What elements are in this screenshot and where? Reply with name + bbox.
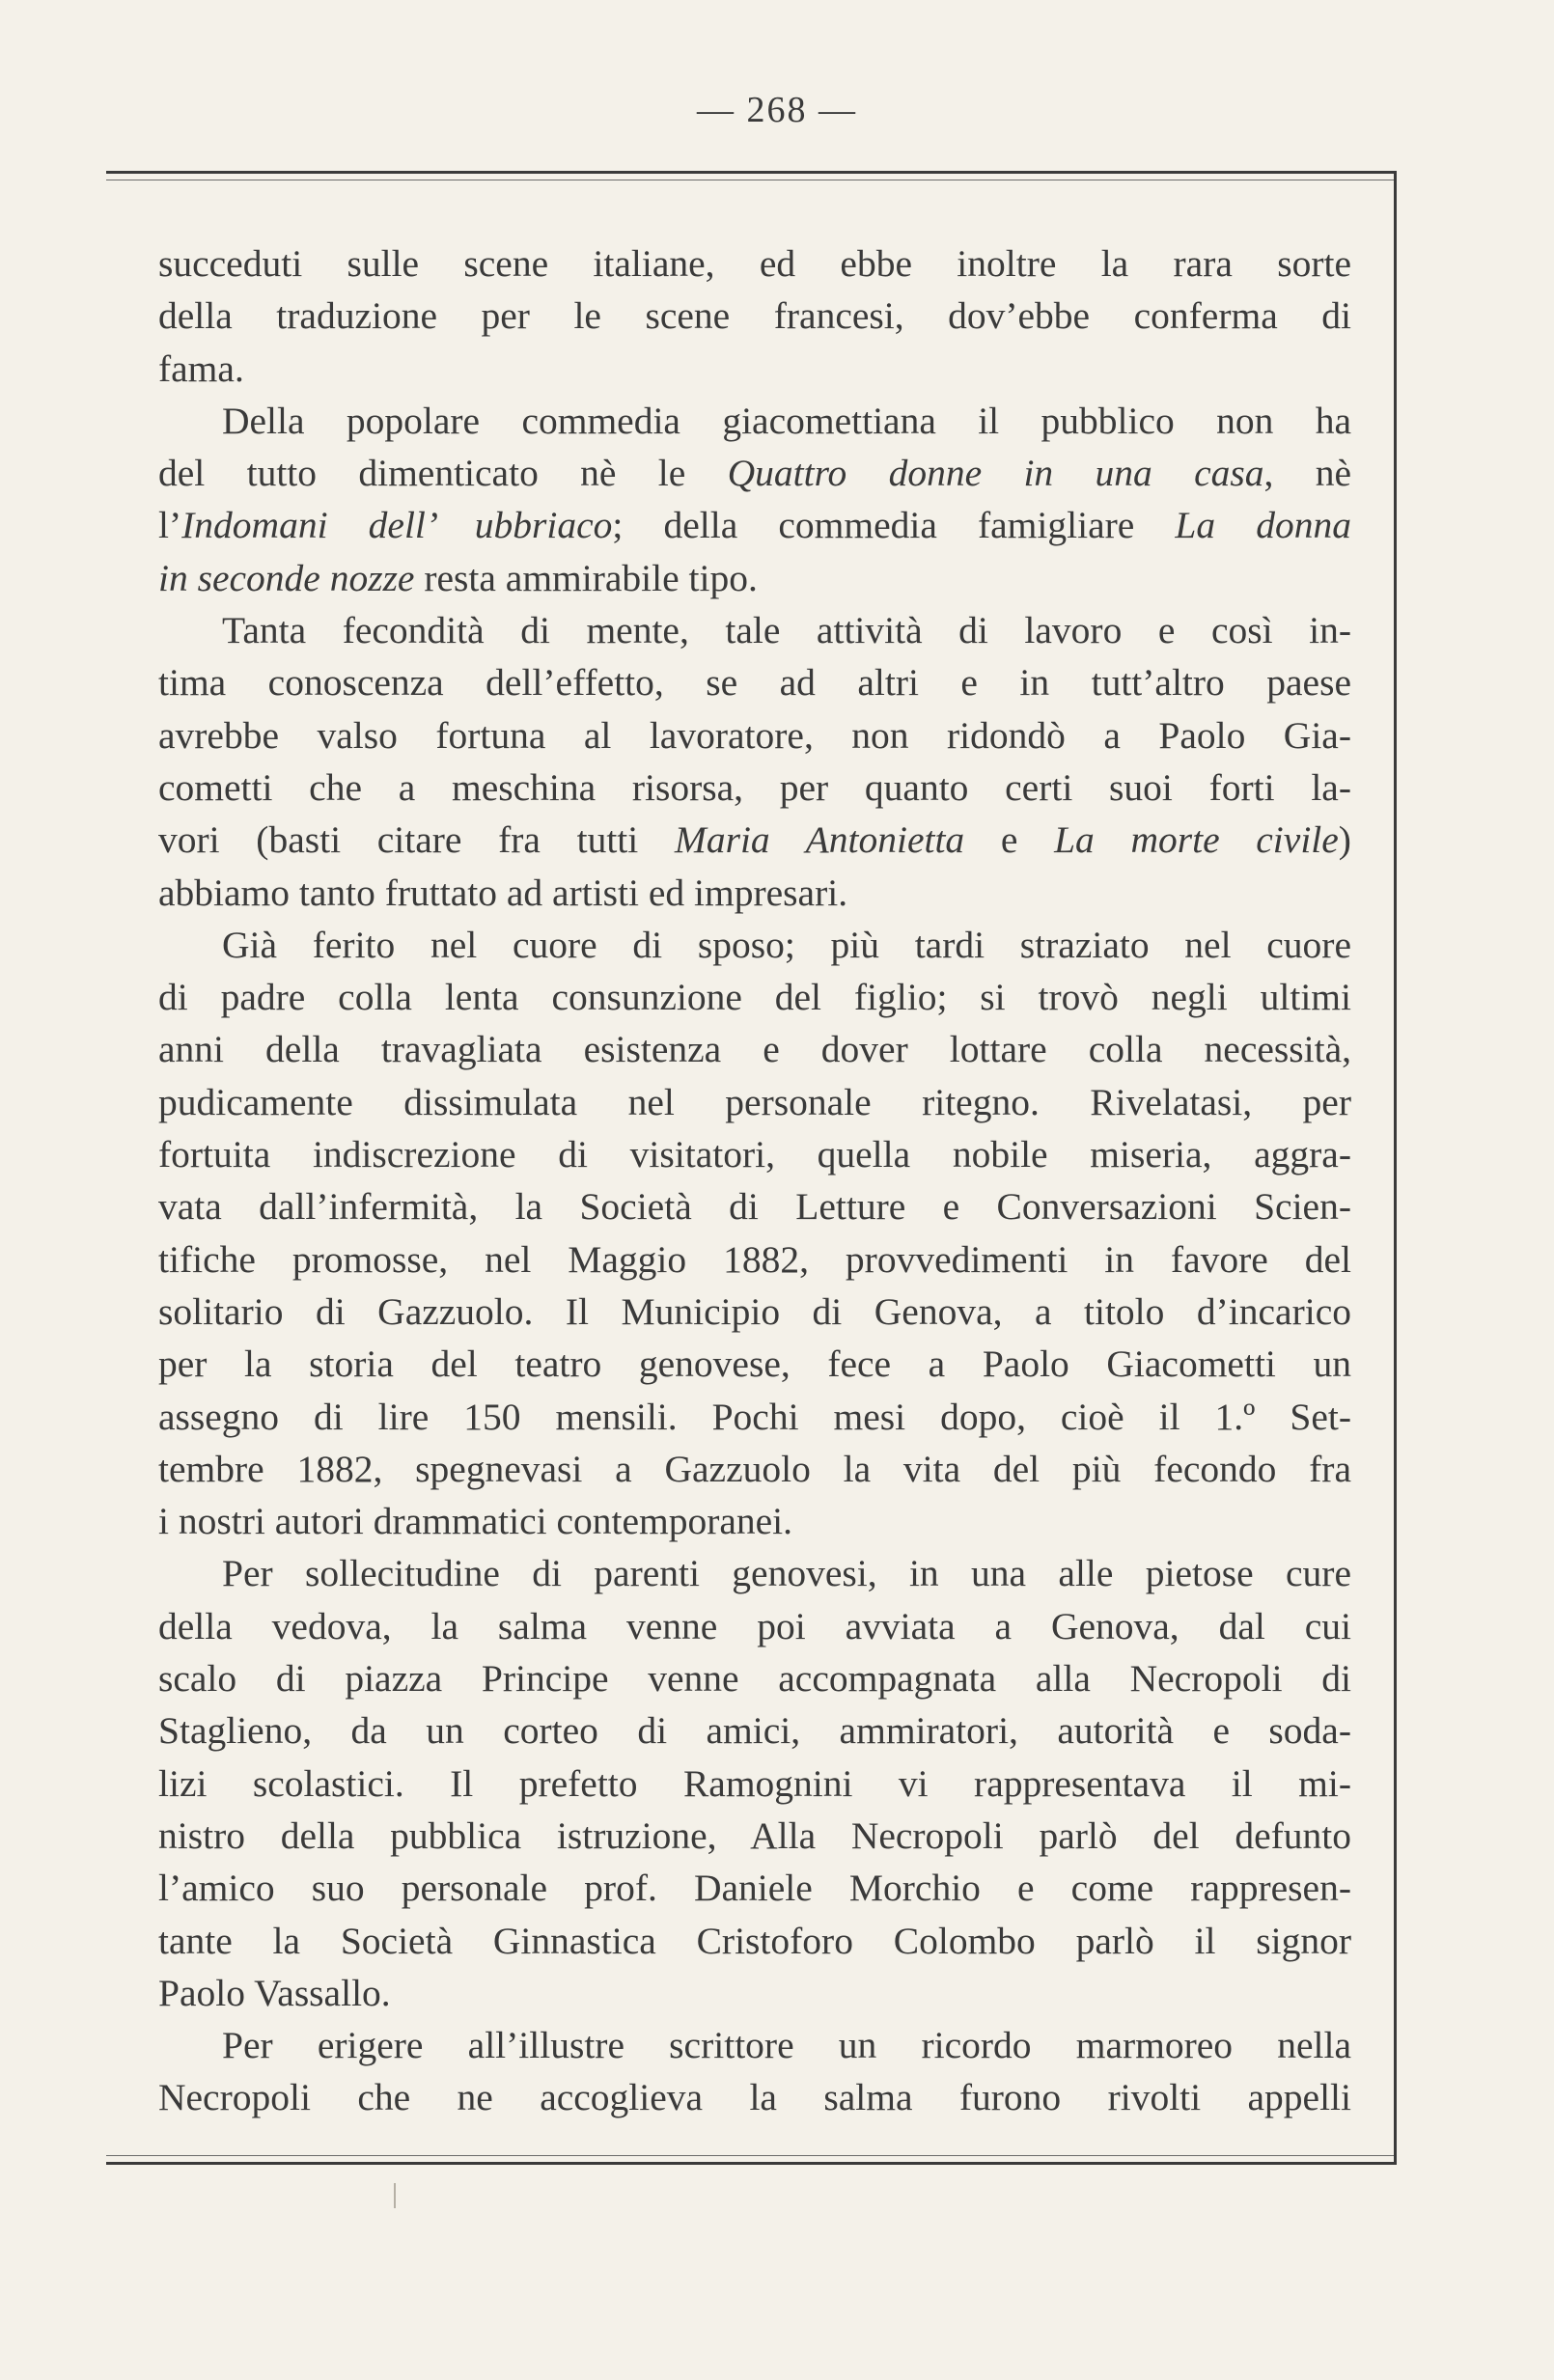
- text-line: [158, 290, 1351, 342]
- text-segment: avrebbe valso fortuna al lavoratore, non ridondò a Paolo Gia-: [158, 713, 1351, 757]
- text-line: [158, 552, 1351, 604]
- text-line: [158, 1128, 1351, 1180]
- italic-title: Indomani dell’ ubbriaco: [181, 504, 613, 547]
- text-segment: l’amico suo personale prof. Daniele Morchio e come rappresen-: [158, 1867, 1351, 1910]
- text-segment: Tanta fecondità di mente, tale attività di lavoro e così in-: [222, 609, 1351, 652]
- text-line: [158, 761, 1351, 814]
- text-segment: vata dall’infermità, la Società di Letture e Conversazioni Scien-: [158, 1185, 1351, 1229]
- text-segment: fortuita indiscrezione di visitatori, quella nobile miseria, aggra-: [158, 1133, 1351, 1176]
- text-line: [158, 1443, 1351, 1495]
- body-text: [158, 237, 1351, 2124]
- text-segment: tifiche promosse, nel Maggio 1882, provvedimenti in favore del: [158, 1237, 1351, 1281]
- text-segment: Per erigere all’illustre scrittore un ricordo marmoreo nella: [222, 2024, 1351, 2067]
- text-line: [158, 604, 1351, 656]
- text-segment: ; della commedia famigliare: [612, 504, 1176, 547]
- text-line: [158, 1180, 1351, 1232]
- text-segment: e: [964, 818, 1055, 862]
- text-line: [158, 709, 1351, 761]
- text-segment: Per sollecitudine di parenti genovesi, in una alle pietose cure: [222, 1552, 1351, 1595]
- text-segment: lizi scolastici. Il prefetto Ramognini vi rappresentava il mi-: [158, 1761, 1351, 1805]
- text-line: [158, 1076, 1351, 1128]
- text-segment: nistro della pubblica istruzione, Alla Necropoli parlò del defunto: [158, 1813, 1351, 1857]
- text-segment: della vedova, la salma venne poi avviata a Genova, dal cui: [158, 1604, 1351, 1647]
- paper-speck: [394, 2183, 396, 2208]
- text-segment: scalo di piazza Principe venne accompagnata alla Necropoli di: [158, 1657, 1351, 1701]
- text-segment: tima conoscenza dell’effetto, se ad altri e in tutt’altro paese: [158, 661, 1351, 705]
- text-line: [158, 1547, 1351, 1599]
- text-line: [158, 1495, 1351, 1547]
- text-segment: , nè: [1263, 452, 1351, 495]
- text-segment: succeduti sulle scene italiane, ed ebbe inoltre la rara sorte: [158, 242, 1351, 285]
- text-segment: l’: [158, 504, 182, 547]
- text-segment: abbiamo tanto fruttato ad artisti ed impresari.: [158, 871, 848, 914]
- italic-title: Maria Antonietta: [674, 818, 965, 862]
- text-line: [158, 447, 1351, 499]
- text-line: [158, 919, 1351, 971]
- text-segment: della traduzione per le scene francesi, dov’ebbe conferma di: [158, 294, 1351, 338]
- italic-title: in seconde nozze: [158, 556, 415, 599]
- text-segment: tembre 1882, spegnevasi a Gazzuolo la vita del più fecondo fra: [158, 1447, 1351, 1490]
- text-line: [158, 1652, 1351, 1704]
- text-line: [158, 1862, 1351, 1914]
- text-line: [158, 499, 1351, 551]
- text-line: [158, 656, 1351, 708]
- text-segment: Staglieno, da un corteo di amici, ammiratori, autorità e soda-: [158, 1709, 1351, 1753]
- text-line: [158, 1810, 1351, 1862]
- text-segment: del tutto dimenticato nè le: [158, 452, 728, 495]
- text-line: [158, 2071, 1351, 2123]
- text-segment: anni della travagliata esistenza e dover lottare colla necessità,: [158, 1028, 1351, 1071]
- text-segment: fama.: [158, 346, 244, 390]
- text-segment: per la storia del teatro genovese, fece a Paolo Giacometti un: [158, 1342, 1351, 1386]
- page-number: — 268 —: [697, 90, 857, 130]
- text-segment: vori (basti citare fra tutti: [158, 818, 675, 862]
- text-segment: tante la Società Ginnastica Cristoforo Colombo parlò il signor: [158, 1919, 1351, 1962]
- text-line: [158, 343, 1351, 395]
- text-segment: solitario di Gazzuolo. Il Municipio di Genova, a titolo d’incarico: [158, 1289, 1351, 1333]
- text-line: [158, 2019, 1351, 2071]
- text-segment: resta ammirabile tipo.: [414, 556, 758, 599]
- text-line: [158, 1338, 1351, 1390]
- text-segment: pudicamente dissimulata nel personale ritegno. Rivelatasi, per: [158, 1080, 1351, 1123]
- text-line: [158, 1286, 1351, 1338]
- text-line: [158, 971, 1351, 1023]
- italic-title: Quattro donne in una casa: [727, 452, 1264, 495]
- text-line: [158, 1233, 1351, 1286]
- text-line: [158, 1915, 1351, 1967]
- text-segment: i nostri autori drammatici contemporanei.: [158, 1500, 793, 1543]
- text-segment: cometti che a meschina risorsa, per quanto certi suoi forti la-: [158, 765, 1351, 809]
- text-segment: ): [1338, 818, 1351, 862]
- text-segment: Della popolare commedia giacomettiana il pubblico non ha: [222, 399, 1351, 442]
- italic-title: La donna: [1175, 504, 1352, 547]
- text-line: [158, 1391, 1351, 1443]
- text-segment: di padre colla lenta consunzione del figlio; si trovò negli ultimi: [158, 976, 1351, 1019]
- text-line: [158, 1967, 1351, 2019]
- text-line: [158, 1704, 1351, 1757]
- text-line: [158, 867, 1351, 919]
- text-line: [158, 1023, 1351, 1075]
- text-line: [158, 237, 1351, 290]
- text-line: [158, 1757, 1351, 1810]
- text-segment: Necropoli che ne accoglieva la salma furono rivolti appelli: [158, 2076, 1351, 2119]
- text-line: [158, 814, 1351, 866]
- text-segment: Già ferito nel cuore di sposo; più tardi straziato nel cuore: [222, 923, 1351, 966]
- italic-title: La morte civile: [1054, 818, 1339, 862]
- text-segment: Paolo Vassallo.: [158, 1971, 391, 2014]
- text-segment: assegno di lire 150 mensili. Pochi mesi dopo, cioè il 1.º Set-: [158, 1395, 1351, 1438]
- text-line: [158, 1600, 1351, 1652]
- text-line: [158, 395, 1351, 447]
